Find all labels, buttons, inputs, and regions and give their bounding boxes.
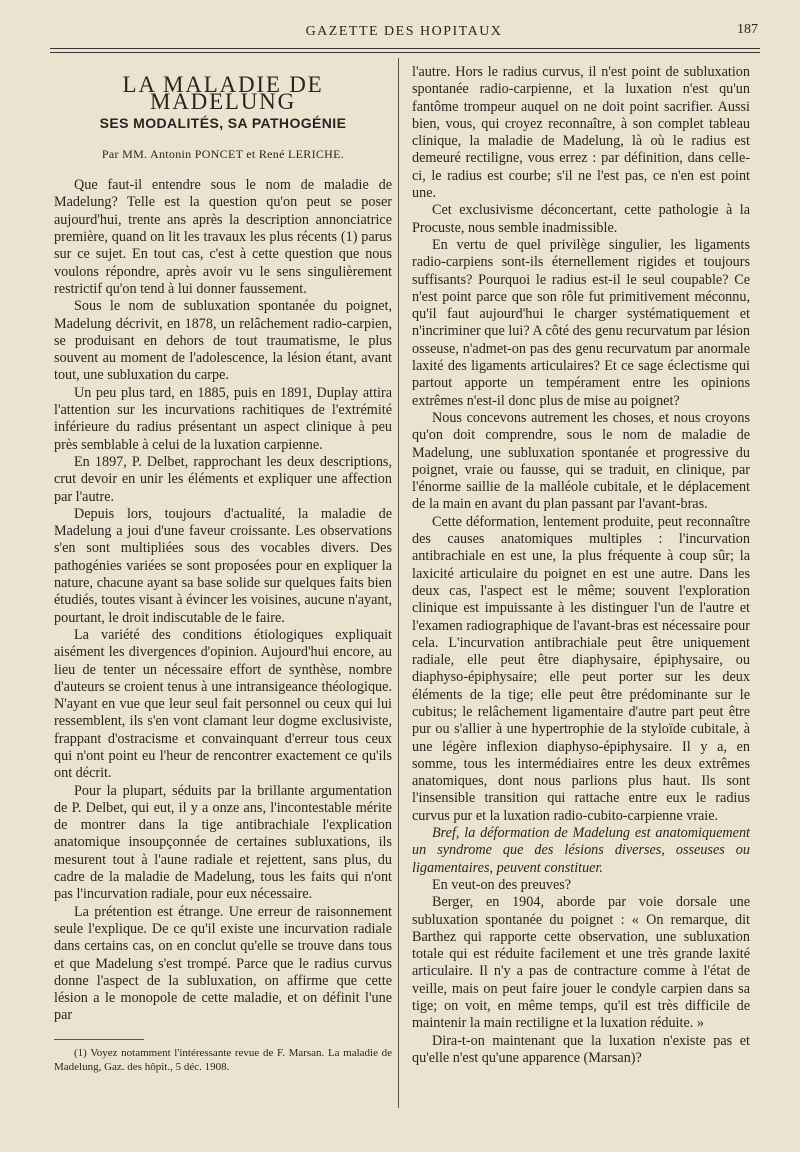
paragraph: La variété des conditions étiologiques expliquait aisément les divergences d'opinion. Aujourd'hui encore, au lieu de tenter un nécessaire effort de synthèse, nombre d'auteurs se croient tenus à une intransigeance théologique. N'ayant en vue que leur seul fait personnel ou ceux qui lui ressemblent, ils s'en vont clamant leur dogme exclusiviste, frappant d'ostracisme et convainquant d'erreur tous ceux qui n'ont point eu l'heur de rencontrer exactement ce qu'ils ont décrit.: [54, 626, 392, 782]
paragraph-italic: Bref, la déformation de Madelung est anatomiquement un syndrome que des lésions diverses, osseuses ou ligamentaires, peuvent constituer.: [412, 825, 750, 876]
paragraph: Depuis lors, toujours d'actualité, la maladie de Madelung a joui d'une faveur croissante. Les observations s'en sont multipliées sous des vocables divers. Des pathogénies variées se sont proposées pour en expliquer la nature, chacune ayant sa base solide sur quelques faits bien étudiés, toutes visant à évincer les voisines, aucune n'ayant, pourtant, le droit indiscutable de le faire.: [54, 505, 392, 626]
paragraph: La prétention est étrange. Une erreur de raisonnement seule l'explique. De ce qu'il existe une incurvation radiale dans certains cas, on en conclut qu'elle se trouve dans tous et que Madelung s'est trompé. Parce que le radius curvus donne l'aspect de la subluxation, on affirme que cette lésion a le monopole de cette maladie, et on définit l'une par: [54, 903, 392, 1024]
column-divider: [398, 58, 399, 1108]
paragraph: Sous le nom de subluxation spontanée du poignet, Madelung décrivit, en 1878, un relâchement radio-carpien, se produisant en dehors de tout traumatisme, le plus souvent au moment de l'adolescence, la lésion étant, avant tout, une subluxation du carpe.: [54, 298, 392, 384]
paragraph: En veut-on des preuves?: [432, 876, 572, 893]
article-subtitle: SES MODALITÉS, SA PATHOGÉNIE: [99, 114, 347, 131]
footnote-rule: [54, 1039, 144, 1040]
right-column: [412, 64, 750, 1067]
byline: Par MM. Antonin PONCET et René LERICHE.: [101, 146, 345, 161]
left-column: [54, 66, 392, 1074]
paragraph: Que faut-il entendre sous le nom de maladie de Madelung? Telle est la question qu'on peut se poser aujourd'hui, trente ans après la description annonciatrice première, quand on lit les travaux les plus récents (1) parus sur ce sujet. En tout cas, c'est à cette question que nous voulons répondre, après avoir vu le sens singulièrement restrictif qu'on tend à lui donner faussement.: [54, 177, 392, 297]
paragraph: Dira-t-on maintenant que la luxation n'existe pas et qu'elle n'est qu'une apparence (Marsan)?: [412, 1032, 750, 1066]
page-number: 187: [737, 22, 758, 37]
footnote: (1) Voyez notamment l'intéressante revue de F. Marsan. La maladie de Madelung, Gaz. des hôpit., 5 déc. 1908.: [54, 1046, 392, 1073]
paragraph: Nous concevons autrement les choses, et nous croyons qu'on doit comprendre, sous le nom de maladie de Madelung, une subluxation spontanée et progressive du poignet, vraie ou fausse, qui se traduit, en clinique, par l'énorme saillie de la malléole cubitale, et le déplacement de la main en avant du plan passant par l'avant-bras.: [412, 409, 750, 513]
paragraph: Cet exclusivisme déconcertant, cette pathologie à la Procuste, nous semble inadmissible.: [412, 202, 750, 236]
paragraph: Pour la plupart, séduits par la brillante argumentation de P. Delbet, qui eut, il y a onze ans, l'incontestable mérite de montrer dans la tige antibrachiale l'explication anatomique insoupçonnée de certaines subluxations, ils mesurent tout à l'aune radiale et rejettent, sans plus, du cadre de la maladie de Madelung, tous les faits qui n'ont pas l'incurvation radiale, pour eux nécessaire.: [54, 782, 392, 903]
header-rule: [50, 48, 760, 49]
journal-title: GAZETTE DES HOPITAUX: [305, 24, 503, 39]
article-title: LA MALADIE DE MADELUNG: [122, 72, 324, 115]
paragraph: Berger, en 1904, aborde par voie dorsale une subluxation spontanée du poignet : « On remarque, dit Barthez qui rapporte cette observation, une subluxation totale qui est réduite facilement et une très grande laxité articulaire. Il n'y a pas de contracture comme à l'état de veille, mais on peut faire jouer le condyle carpien dans sa tige; on voit, en même temps, qu'il est très difficile de maintenir la main rectiligne et la luxation réduite. »: [412, 894, 750, 1032]
paragraph: Cette déformation, lentement produite, peut reconnaître des causes anatomiques multiples : l'incurvation antibrachiale en est une, la plus fréquente à coup sûr; la laxicité articulaire du poignet en est une autre. Dans les deux cas, l'aspect est le même; souvent l'exploration clinique est impuissante à les distinguer l'un de l'autre et l'examen radiographique de l'avant-bras est nécessaire pour cela. L'incurvation antibrachiale peut être uniquement radiale, elle peut être diaphysaire, épiphysaire, ou diaphyso-épiphysaire; elle peut porter sur les deux éléments de la tige; elle peut être prédominante sur le cubitus; le relâchement ligamentaire d'autre part peut être pur ou s'allier à une hypertrophie de la styloïde cubitale, à une légère inflexion diaphyso-épiphysaire. Il y a, en somme, tous les intermédiaires entre les deux extrêmes anatomiques, dont nous parlions plus haut. Ils sont l'insensible transition qui rattache entre eux le radius curvus pur et la luxation radio-cubito-carpienne vraie.: [412, 513, 750, 824]
paragraph: En 1897, P. Delbet, rapprochant les deux descriptions, crut devoir en unir les éléments et expliquer une affection par l'autre.: [54, 453, 392, 505]
paragraph: l'autre. Hors le radius curvus, il n'est point de subluxation spontanée radio-carpienne, et la luxation n'est qu'un fantôme trompeur auquel on ne doit point sacrifier. Aussi bien, vous, qui croyez reconnaître, à son complet tableau clinique, la maladie de Madelung, là où le radius est demeuré rectiligne, vous errez : par définition, dans celle-ci, le radius est courbe; s'il ne l'est pas, ce n'en est point une.: [412, 64, 750, 202]
paragraph: En vertu de quel privilège singulier, les ligaments radio-carpiens sont-ils éternellement rigides et toujours suffisants? Pourquoi le radius est-il le seul coupable? Ce n'est point parce que son rôle fut primitivement méconnu, qu'il faut aujourd'hui le charger systématiquement et n'incriminer que lui? A côté des genu recurvatum par lésion osseuse, n'admet-on pas des genu recurvatum par anormale laxité des ligaments articulaires? Et ce sage éclectisme qui partout apporte un tempérament entre les opinions extrêmes n'est-il donc plus de mise au poignet?: [412, 236, 750, 409]
running-header: [48, 20, 760, 44]
header-rule-thin: [50, 52, 760, 53]
paragraph: Un peu plus tard, en 1885, puis en 1891, Duplay attira l'attention sur les incurvations rachitiques de l'extrémité inférieure du radius présentant un aspect clinique à peu près semblable à celui de la luxation carpienne.: [54, 384, 392, 453]
